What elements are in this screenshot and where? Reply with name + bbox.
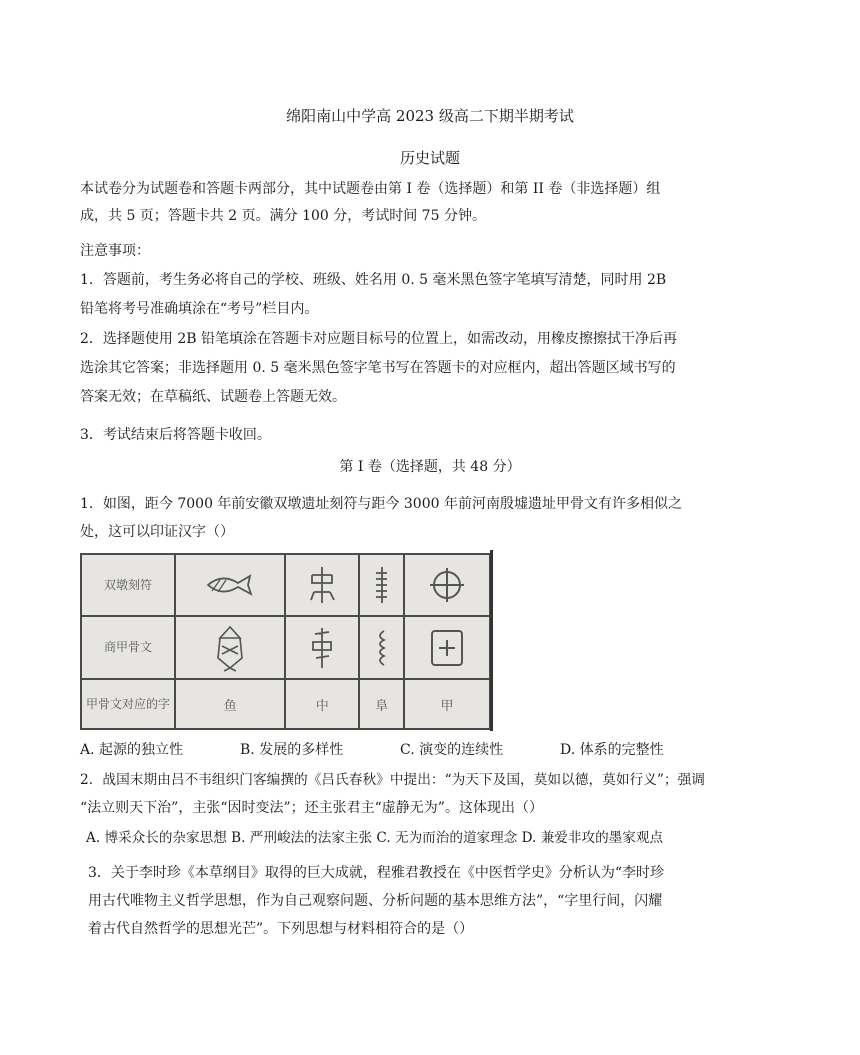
fish-symbol-icon	[175, 554, 285, 616]
banner-symbol-icon	[285, 554, 359, 616]
oracle-fu-glyph-icon	[359, 616, 404, 679]
option-b: B. 发展的多样性	[240, 742, 344, 758]
notice-line: 铅笔将考号准确填涂在“考号”栏目内。	[80, 301, 319, 317]
section-title: 第 I 卷（选择题，共 48 分）	[339, 459, 521, 475]
character-cell: 中	[285, 679, 359, 729]
character-cell: 甲	[404, 679, 490, 729]
comparison-table	[80, 553, 491, 730]
row-header: 商甲骨文	[81, 616, 175, 679]
table-row	[81, 679, 490, 729]
oracle-jia-glyph-icon	[404, 616, 490, 679]
figure-border	[490, 550, 493, 731]
exam-title: 绵阳南山中学高 2023 级高二下期半期考试	[286, 107, 574, 125]
notice-line: 选涂其它答案；非选择题用 0. 5 毫米黑色签字笔书写在答题卡的对应框内，超出答题区域书写的	[80, 360, 676, 376]
oracle-zhong-glyph-icon	[285, 616, 359, 679]
notice-line: 答案无效；在草稿纸、试题卷上答题无效。	[80, 389, 346, 405]
option-d: D. 体系的完整性	[560, 742, 664, 758]
question-stem: 处，这可以印证汉字（）	[80, 524, 234, 540]
table-row	[81, 616, 490, 679]
table-row	[81, 554, 490, 616]
row-header: 双墩刻符	[81, 554, 175, 616]
intro-line: 本试卷分为试题卷和答题卡两部分，其中试题卷由第 I 卷（选择题）和第 II 卷（非选择题）组	[80, 181, 661, 197]
character-cell: 阜	[359, 679, 404, 729]
row-header: 甲骨文对应的字	[81, 679, 175, 729]
exam-subtitle: 历史试题	[399, 149, 460, 167]
oracle-fish-glyph-icon	[175, 616, 285, 679]
mound-symbol-icon	[359, 554, 404, 616]
notice-heading: 注意事项：	[80, 243, 150, 259]
intro-line: 成，共 5 页；答题卡共 2 页。满分 100 分，考试时间 75 分钟。	[80, 208, 486, 224]
question-stem: 着古代自然哲学的思想光芒”。下列思想与材料相符合的是（）	[88, 921, 474, 937]
question-stem: 1．如图，距今 7000 年前安徽双墩遗址刻符与距今 3000 年前河南殷墟遗址甲骨文有许多相似之	[80, 496, 682, 512]
notice-line: 1．答题前，考生务必将自己的学校、班级、姓名用 0. 5 毫米黑色签字笔填写清楚，同时用 2B	[80, 272, 667, 288]
character-cell: 鱼	[175, 679, 285, 729]
question-stem: 2．战国末期由吕不韦组织门客编撰的《吕氏春秋》中提出：“为天下及国，莫如以德，莫如行义”；强调	[80, 772, 705, 788]
question-options: A. 博采众长的杂家思想 B. 严刑峻法的法家主张 C. 无为而治的道家理念 D. 兼爱非攻的墨家观点	[86, 830, 664, 846]
oracle-bone-comparison-figure	[80, 553, 491, 728]
notice-line: 2．选择题使用 2B 铅笔填涂在答题卡对应题目标号的位置上，如需改动，用橡皮擦擦拭干净后再	[80, 331, 678, 347]
option-a: A. 起源的独立性	[80, 742, 184, 758]
option-c: C. 演变的连续性	[400, 742, 504, 758]
question-stem: 用古代唯物主义哲学思想，作为自己观察问题、分析问题的基本思维方法”，“字里行间，闪耀	[88, 893, 663, 909]
notice-line: 3．考试结束后将答题卡收回。	[80, 427, 271, 443]
cross-circle-symbol-icon	[404, 554, 490, 616]
question-stem: “法立则天下治”，主张“因时变法”；还主张君主“虚静无为”。这体现出（）	[80, 800, 543, 816]
question-stem: 3．关于李时珍《本草纲目》取得的巨大成就，程雅君教授在《中医哲学史》分析认为“李时珍	[88, 865, 665, 881]
